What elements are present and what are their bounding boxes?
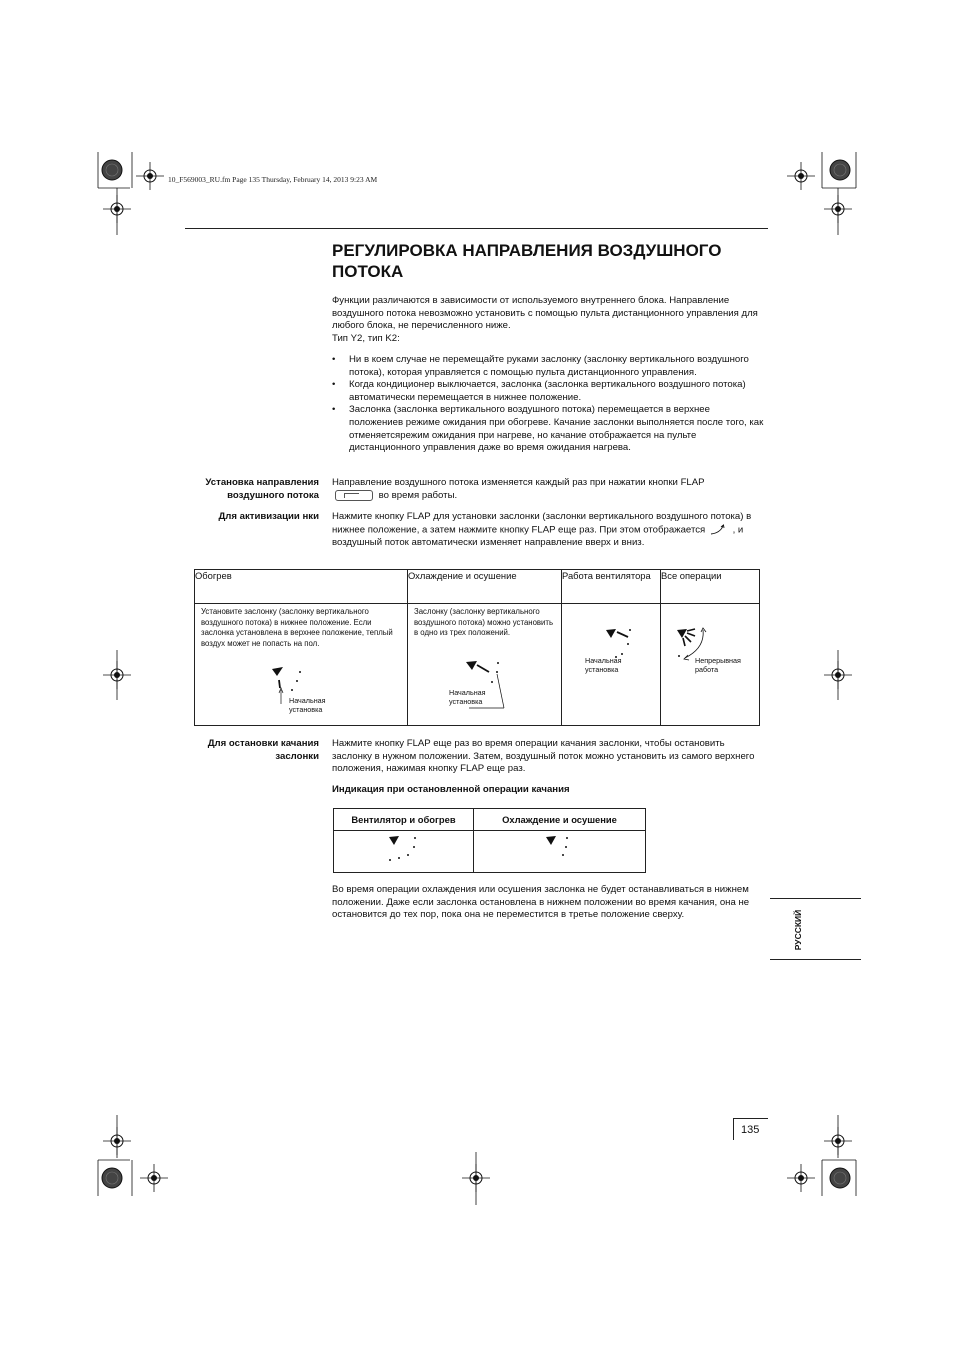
closing-text: Во время операции охлаждения или осушения заслонка не будет останавливаться в нижнем положении. Даже если заслонка остановлена в нижнем положении во время качания, она не остановится до тех пор, пока она не переместится в третье положение сверху. <box>332 884 750 921</box>
cell-cooling-drying <box>474 831 646 873</box>
initial-label: Начальная установка <box>449 688 486 706</box>
flap-stopped-icon <box>387 835 427 869</box>
header-cooling: Охлаждение и осушение <box>408 570 562 604</box>
sec3-subhead: Индикация при остановленной операции качания <box>332 784 570 795</box>
page-number-rule <box>733 1118 768 1119</box>
initial-label: Начальная установка <box>585 656 622 674</box>
cell-cooling: Заслонку (заслонку вертикального воздушного потока) можно установить в одно из трех положений. Начальная установка <box>408 604 562 726</box>
sec1-label: Установка направления воздушного потока <box>205 477 319 501</box>
sec1-text: Направление воздушного потока изменяется каждый раз при нажатии кнопки FLAP во время работы. <box>332 477 705 501</box>
flap-button-icon <box>335 490 373 501</box>
page-number-rule <box>733 1118 734 1140</box>
intro-paragraph: Функции различаются в зависимости от используемого внутреннего блока. Направление воздушного потока невозможно установить с помощью пульта дистанционного управления для любого блока, не перечисленного ниже. <box>332 295 758 332</box>
language-tab: РУССКИЙ <box>770 898 861 960</box>
initial-label: Начальная установка <box>289 696 326 714</box>
page-number: 135 <box>741 1124 760 1136</box>
cell-fan-heating <box>334 831 474 873</box>
intro <box>332 295 764 345</box>
list-item: • Заслонка (заслонка вертикального воздушного потока) перемещается в верхнее положениев режиме ожидания при обогреве. Качание заслонки выполняется после того, как отменяетсярежим ожидания при нагреве, но качание отображается на пульте дистанционного управления даже во время ожидания нагрева. <box>332 404 764 454</box>
header-fan-heating: Вентилятор и обогрев <box>334 809 474 831</box>
page-title: РЕГУЛИРОВКА НАПРАВЛЕНИЯ ВОЗДУШНОГО ПОТОКА <box>332 241 722 281</box>
sec3-text: Нажмите кнопку FLAP еще раз во время операции качания заслонки, чтобы остановить заслонку в нужном положении. Затем, воздушный поток можно установить из самого верхнего положения, нажимая кнопку FLAP еще раз. <box>332 738 755 775</box>
sec2-label: Для активизации нки <box>218 511 319 522</box>
bullet-list <box>332 354 764 455</box>
sec2-text: Нажмите кнопку FLAP для установки заслонки (заслонки вертикального воздушного потока) в нижнее положение, а затем нажмите кнопку FLAP еще раз. При этом отображается , и воздушный поток автоматически изменяет направление вверх и вниз. <box>332 511 752 548</box>
file-header: 10_F569003_RU.fm Page 135 Thursday, February 14, 2013 9:23 AM <box>168 175 378 184</box>
top-rule <box>185 228 768 229</box>
swing-icon <box>708 524 730 536</box>
list-item: • Когда кондиционер выключается, заслонка (заслонка вертикального воздушного потока) автоматически перемещается в нижнее положение. <box>332 379 764 404</box>
list-item: • Ни в коем случае не перемещайте руками заслонку (заслонку вертикального воздушного потока), которая управляется с помощью пульта дистанционного управления. <box>332 354 764 379</box>
cell-fan <box>562 604 661 726</box>
continuous-label: Непрерывная работа <box>695 656 741 674</box>
sec3-label: Для остановки качания заслонки <box>207 738 319 762</box>
header-cooling-drying: Охлаждение и осушение <box>474 809 646 831</box>
stop-table <box>333 808 646 873</box>
cell-heating: Установите заслонку (заслонку вертикального воздушного потока) в нижнее положение. Если заслонка установлена в верхнее положение, теплый воздух может не попасть на пол. Начальная установка <box>195 604 408 726</box>
header-fan: Работа вентилятора <box>562 570 661 604</box>
mode-table <box>194 569 760 726</box>
cell-all <box>661 604 760 726</box>
header-heating: Обогрев <box>195 570 408 604</box>
header-all: Все операции <box>661 570 760 604</box>
intro-types: Тип Y2, тип K2: <box>332 332 400 344</box>
flap-stopped-icon <box>544 835 584 869</box>
